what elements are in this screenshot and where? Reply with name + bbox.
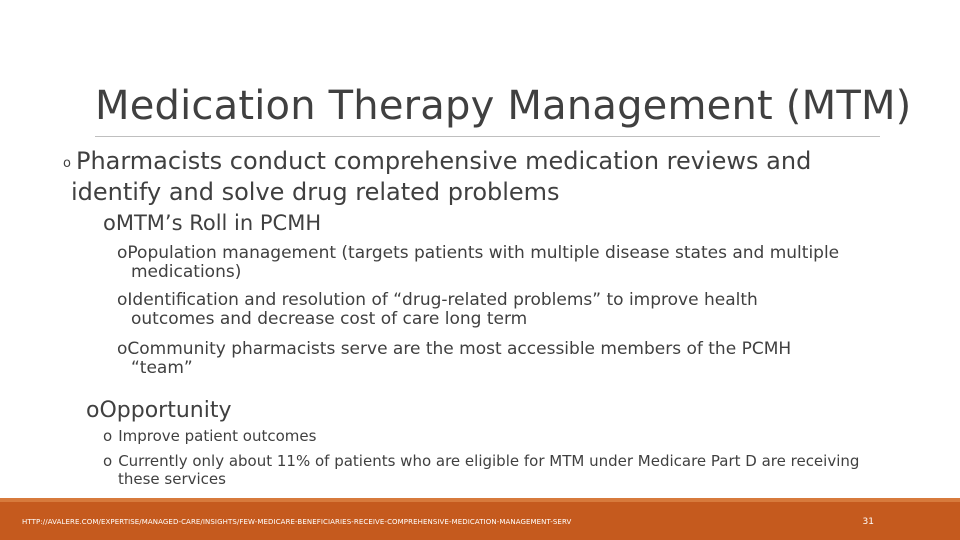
- sub-item: [117, 340, 791, 378]
- footer-source-link[interactable]: HTTP://AVALERE.COM/EXPERTISE/MANAGED-CARE/INSIGHTS/FEW-MEDICARE-BENEFICIARIES-RECEIVE-COMPREHENSIVE-MEDICATION-MANAGEMENT-SERV: [22, 518, 572, 526]
- bullet-marker: o: [117, 339, 128, 359]
- sub-item-line2: medications): [131, 262, 242, 282]
- sub-item: [117, 244, 839, 282]
- bullet-marker: o: [86, 398, 100, 423]
- slide-number: 31: [862, 517, 874, 527]
- bullet-marker: o: [103, 427, 113, 445]
- opportunity-item: [103, 452, 859, 488]
- sub-heading: [103, 210, 321, 236]
- bullet-marker: o: [117, 243, 128, 263]
- opportunity-item: [103, 427, 316, 445]
- slide-title: Medication Therapy Management (MTM): [95, 83, 912, 129]
- sub-heading-text: MTM’s Roll in PCMH: [115, 211, 322, 235]
- main-bullet-line2: identify and solve drug related problems: [71, 178, 560, 206]
- opportunity-item-line1: Currently only about 11% of patients who are eligible for MTM under Medicare Part D are receiving: [118, 452, 860, 470]
- sub-item: [117, 291, 758, 329]
- opportunity-heading: [86, 398, 232, 424]
- bullet-marker: o: [63, 156, 71, 171]
- main-bullet-line1: Pharmacists conduct comprehensive medication reviews and: [75, 147, 812, 175]
- sub-item-line2: “team”: [131, 358, 193, 378]
- bullet-marker: o: [117, 290, 128, 310]
- sub-item-line1: Community pharmacists serve are the most accessible members of the PCMH: [127, 339, 792, 359]
- main-bullet: [63, 147, 811, 206]
- bullet-marker: o: [103, 211, 116, 235]
- sub-item-line1: Identification and resolution of “drug-related problems” to improve health: [127, 290, 758, 310]
- opportunity-text: Opportunity: [99, 398, 232, 423]
- title-divider: [95, 136, 880, 137]
- sub-item-line2: outcomes and decrease cost of care long term: [131, 309, 528, 329]
- bullet-marker: o: [103, 452, 113, 470]
- opportunity-item-line1: Improve patient outcomes: [118, 427, 317, 445]
- opportunity-item-line2: these services: [118, 470, 226, 488]
- sub-item-line1: Population management (targets patients with multiple disease states and multiple: [127, 243, 840, 263]
